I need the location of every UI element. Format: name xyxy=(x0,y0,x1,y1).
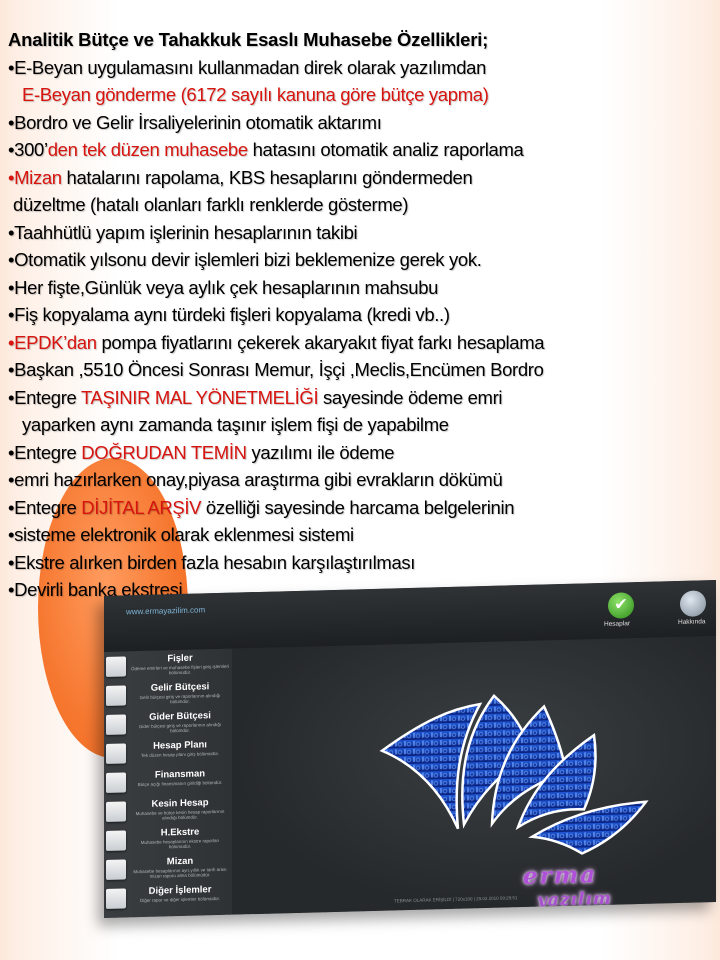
line-text: hatasını otomatik analiz raporlama xyxy=(247,139,524,160)
text-line-7 xyxy=(8,219,716,247)
menu-item-desc: Ödeme emirleri ve muhasebe fişleri giriş işlemleri bölümüdür. xyxy=(130,663,230,676)
line-text: sayesinde ödeme emri xyxy=(318,386,503,408)
highlighted-text: DİJİTAL ARŞİV xyxy=(81,496,202,518)
text-line-10 xyxy=(8,301,716,329)
highlighted-text: DOĞRUDAN TEMİN xyxy=(81,441,247,463)
menu-item-label: Hesap Planı xyxy=(153,739,207,752)
menu-item-gider-butcesi[interactable] xyxy=(104,709,232,741)
line-text: •Her fişte,Günlük veya aylık çek hesaplarının mahsubu xyxy=(8,276,439,298)
hesaplar-label: Hesaplar xyxy=(604,620,631,628)
highlighted-text: den tek düzen muhasebe xyxy=(47,139,248,160)
balance-icon xyxy=(106,859,126,880)
text-line-13 xyxy=(8,384,716,412)
line-text: •Entegre xyxy=(8,386,81,408)
menu-item-label: Gelir Bütçesi xyxy=(150,681,210,694)
menu-item-label: Kesin Hesap xyxy=(151,797,209,810)
menu-item-label: H.Ekstre xyxy=(160,826,200,839)
menu-item-mizan[interactable] xyxy=(104,854,232,886)
hakkinda-label: Hakkında xyxy=(678,618,706,626)
line-text: •emri hazırlarken onay,piyasa araştırma gibi evrakların dökümü xyxy=(8,469,503,490)
menu-item-label: Fişler xyxy=(167,652,193,665)
menu-item-label: Gider Bütçesi xyxy=(149,710,211,723)
menu-item-desc: Bütçe açığı finansmanın girildiği bölümdür. xyxy=(137,779,223,788)
feature-text xyxy=(8,26,716,604)
line-text: hatalarını rapolama, KBS hesaplarını göndermeden xyxy=(61,166,473,188)
brand-subtitle: yazılım xyxy=(537,888,612,911)
text-line-4 xyxy=(8,136,716,164)
line-text: •300’ xyxy=(8,139,48,160)
menu-item-finansman[interactable] xyxy=(104,767,232,799)
budget-icon xyxy=(106,685,126,706)
software-screenshot xyxy=(104,580,716,918)
checkmark-icon[interactable]: ✔ xyxy=(608,592,634,619)
menu-item-desc: Muhasebe hesaplarının ekstre raporları bölümüdür. xyxy=(140,837,220,850)
logo-blades xyxy=(382,692,646,859)
line-text: •sisteme elektronik olarak eklenmesi sistemi xyxy=(8,524,354,545)
brand-name: erma xyxy=(523,861,597,891)
menu-item-label: Diğer İşlemler xyxy=(148,884,212,897)
erma-logo-graphic xyxy=(232,636,716,915)
menu-item-label: Mizan xyxy=(166,855,194,868)
menu-item-kesin-hesap[interactable] xyxy=(104,796,232,828)
account-plan-icon xyxy=(106,743,126,764)
help-icon[interactable] xyxy=(680,590,706,617)
text-line-19 xyxy=(8,549,716,577)
heading: Analitik Bütçe ve Tahakkuk Esaslı Muhasebe Özellikleri; xyxy=(8,29,489,50)
line-text: •E-Beyan uygulamasını kullanmadan direk olarak yazılımdan xyxy=(8,56,487,78)
menu-item-desc: Gider bütçesi giriş ve raporlarının alındığı bölümdür. xyxy=(138,721,222,734)
highlighted-text: •EPDK’dan xyxy=(8,331,97,353)
text-line-8 xyxy=(8,246,716,274)
text-line-17 xyxy=(8,494,716,522)
highlighted-text: TAŞINIR MAL YÖNETMELİĞİ xyxy=(80,386,319,408)
settings-icon xyxy=(106,888,126,909)
highlighted-text: •Mizan xyxy=(8,166,62,188)
top-toolbar xyxy=(586,584,716,637)
document-icon xyxy=(106,656,126,677)
menu-item-gelir-butcesi[interactable] xyxy=(104,680,232,712)
status-bar: TEBRAK OLARAK ERİŞİLDİ | 720x100 | 29.02.2010 09:29:51 xyxy=(394,895,518,904)
menu-item-desc: Diğer rapor ve diğer işlemler bölümüdür. xyxy=(139,895,221,904)
text-line-2 xyxy=(8,81,716,109)
menu-item-desc: Muhasebe ve bütçe kesin hesap raporlarının alındığı bölümdür. xyxy=(135,808,225,821)
app-window xyxy=(104,580,716,918)
line-text: yazılımı ile ödeme xyxy=(246,441,395,463)
line-text: •Entegre xyxy=(8,496,82,518)
text-line-5 xyxy=(8,164,716,192)
finance-icon xyxy=(106,772,126,793)
menu-item-desc: Gelir bütçesi giriş ve raporlarının alındığı bölümdür. xyxy=(139,692,221,705)
text-line-1 xyxy=(8,54,716,82)
line-text: •Taahhütlü yapım işlerinin hesaplarının takibi xyxy=(8,221,358,243)
main-area xyxy=(232,636,716,915)
text-line-12 xyxy=(8,356,716,384)
line-text: •Fiş kopyalama aynı türdeki fişleri kopyalama (kredi vb..) xyxy=(8,304,450,325)
app-url: www.ermayazilim.com xyxy=(126,605,206,617)
menu-item-desc: Tek düzen hesap planı giriş bölümüdür. xyxy=(140,750,220,759)
line-text: düzeltme (hatalı olanları farklı renklerde gösterme) xyxy=(13,194,409,215)
text-line-15 xyxy=(8,439,716,467)
text-line-9 xyxy=(8,274,716,302)
line-text: yaparken aynı zamanda taşınır işlem fişi de yapabilme xyxy=(22,414,449,435)
text-line-16 xyxy=(8,466,716,494)
statement-icon xyxy=(106,830,126,851)
menu-item-h-ekstre[interactable] xyxy=(104,825,232,857)
main-menu xyxy=(104,649,233,918)
menu-item-label: Finansman xyxy=(154,768,206,781)
line-text: •Ekstre alırken birden fazla hesabın karşılaştırılması xyxy=(8,551,416,573)
line-text: •Entegre xyxy=(8,441,82,463)
line-text: pompa fiyatlarını çekerek akaryakıt fiyat farkı hesaplama xyxy=(96,331,545,353)
menu-item-hesap-plani[interactable] xyxy=(104,738,232,770)
final-account-icon xyxy=(106,801,126,822)
menu-item-diger-islemler[interactable] xyxy=(104,883,232,915)
text-line-14 xyxy=(8,411,716,439)
line-text: özelliği sayesinde harcama belgelerinin xyxy=(201,496,515,518)
highlighted-text: E-Beyan gönderme (6172 sayılı kanuna göre bütçe yapma) xyxy=(22,84,489,105)
menu-item-fisler[interactable] xyxy=(104,651,232,683)
text-line-18 xyxy=(8,521,716,549)
menu-item-desc: Muhasebe hesaplarının ayrı,yıllık ve tarih arası mizan raporu alma bölümüdür. xyxy=(133,866,227,879)
line-text: •Otomatik yılsonu devir işlemleri bizi beklemenize gerek yok. xyxy=(8,249,482,270)
text-line-3 xyxy=(8,109,716,137)
text-line-6 xyxy=(8,191,716,219)
expense-icon xyxy=(106,714,126,735)
line-text: •Bordro ve Gelir İrsaliyelerinin otomatik aktarımı xyxy=(8,111,382,133)
line-text: •Başkan ,5510 Öncesi Sonrası Memur, İşçi ,Meclis,Encümen Bordro xyxy=(8,359,544,380)
line-text: •Devirli banka ekstresi xyxy=(8,579,183,600)
text-line-11 xyxy=(8,329,716,357)
